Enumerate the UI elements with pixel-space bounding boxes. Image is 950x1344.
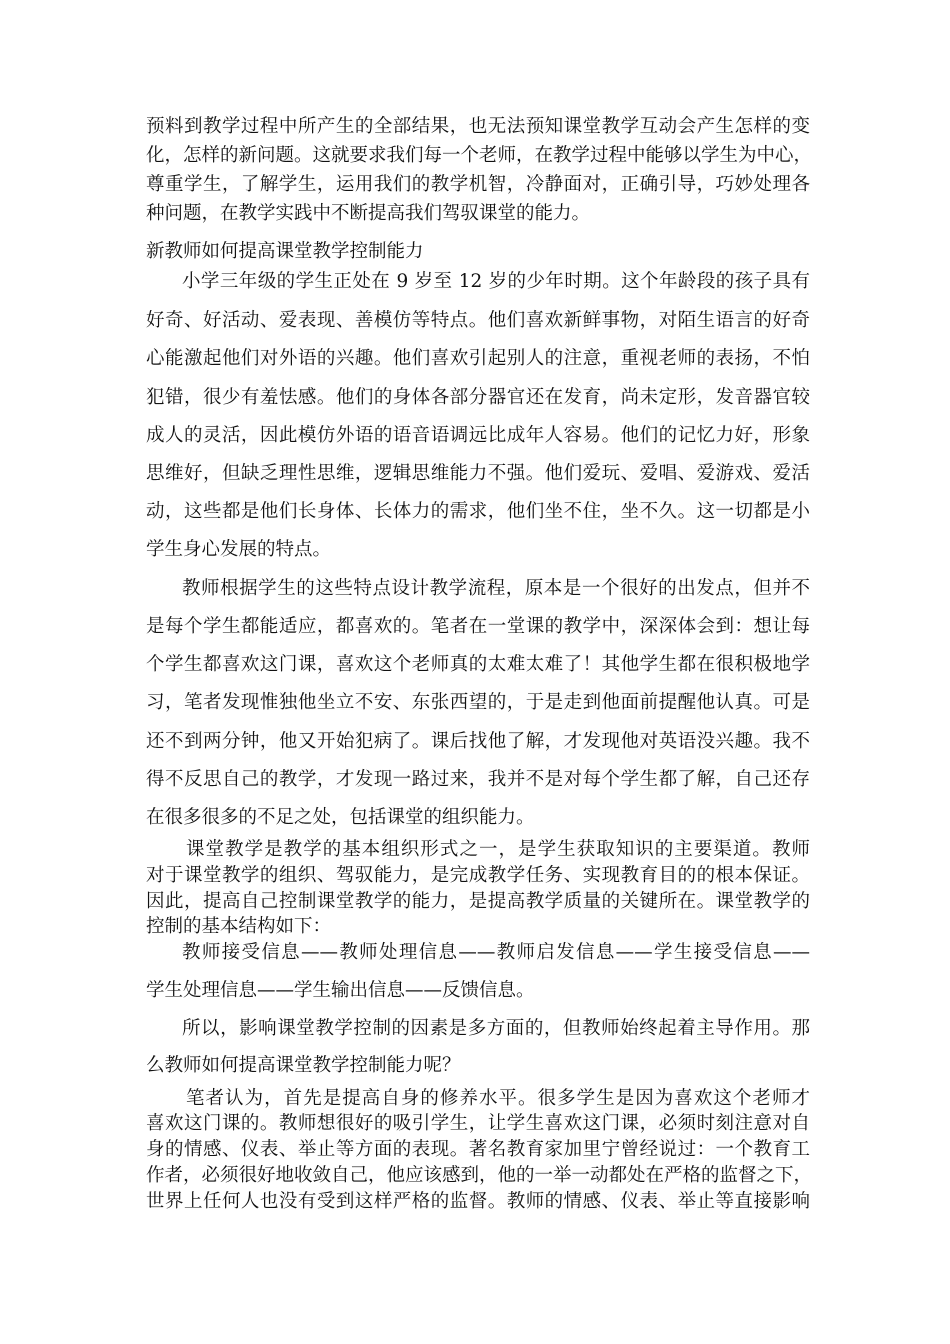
paragraph-2-line-6: 思维好，但缺乏理性思维，逻辑思维能力不强。他们爱玩、爱唱、爱游戏、爱活 [146, 463, 810, 484]
paragraph-3-line-3: 个学生都喜欢这门课，喜欢这个老师真的太难太难了！其他学生都在很积极地学 [146, 654, 810, 675]
paragraph-2-line-5: 成人的灵活，因此模仿外语的语音语调远比成年人容易。他们的记忆力好，形象 [146, 425, 810, 446]
paragraph-4-line-3: 因此，提高自己控制课堂教学的能力，是提高教学质量的关键所在。课堂教学的 [146, 891, 810, 912]
paragraph-2-line-3: 心能激起他们对外语的兴趣。他们喜欢引起别人的注意，重视老师的表扬，不怕 [146, 348, 810, 369]
paragraph-1-line-1: 预料到教学过程中所产生的全部结果，也无法预知课堂教学互动会产生怎样的变 [146, 116, 810, 137]
paragraph-4-line-2: 对于课堂教学的组织、驾驭能力，是完成教学任务、实现教育目的的根本保证。 [146, 865, 810, 886]
paragraph-6-line-2: 么教师如何提高课堂教学控制能力呢？ [146, 1055, 461, 1076]
paragraph-1-line-2: 化，怎样的新问题。这就要求我们每一个老师，在教学过程中能够以学生为中心， [146, 145, 813, 166]
paragraph-2-line-8: 学生身心发展的特点。 [146, 539, 332, 560]
paragraph-6-line-1: 所以，影响课堂教学控制的因素是多方面的，但教师始终起着主导作用。那 [182, 1018, 810, 1039]
paragraph-2-line-1: 小学三年级的学生正处在 9 岁至 12 岁的少年时期。这个年龄段的孩子具有 [182, 271, 810, 292]
paragraph-7-line-4: 作者，必须很好地收敛自己，他应该感到，他的一举一动都处在严格的监督之下， [146, 1165, 813, 1186]
paragraph-5-line-2: 学生处理信息——学生输出信息——反馈信息。 [146, 980, 535, 1001]
paragraph-7-line-2: 喜欢这门课的。教师想很好的吸引学生，让学生喜欢这门课，必须时刻注意对自 [146, 1113, 810, 1134]
paragraph-3-line-4: 习，笔者发现惟独他坐立不安、东张西望的，于是走到他面前提醒他认真。可是 [146, 692, 810, 713]
paragraph-3-line-7: 在很多很多的不足之处，包括课堂的组织能力。 [146, 807, 535, 828]
paragraph-4-line-1: 课堂教学是教学的基本组织形式之一，是学生获取知识的主要渠道。教师 [186, 839, 810, 860]
section-heading: 新教师如何提高课堂教学控制能力 [146, 241, 424, 262]
paragraph-7-line-1: 笔者认为，首先是提高自身的修养水平。很多学生是因为喜欢这个老师才 [186, 1088, 810, 1109]
paragraph-1-line-3: 尊重学生，了解学生，运用我们的教学机智，冷静面对，正确引导，巧妙处理各 [146, 174, 810, 195]
paragraph-7-line-5: 世界上任何人也没有受到这样严格的监督。教师的情感、仪表、举止等直接影响 [146, 1191, 810, 1212]
paragraph-7-line-3: 身的情感、仪表、举止等方面的表现。著名教育家加里宁曾经说过：一个教育工 [146, 1139, 810, 1160]
paragraph-5-line-1: 教师接受信息——教师处理信息——教师启发信息——学生接受信息—— [182, 942, 810, 963]
paragraph-1-line-4: 种问题，在教学实践中不断提高我们驾驭课堂的能力。 [146, 203, 591, 224]
paragraph-3-line-1: 教师根据学生的这些特点设计教学流程，原本是一个很好的出发点，但并不 [182, 578, 810, 599]
paragraph-2-line-7: 动，这些都是他们长身体、长体力的需求，他们坐不住，坐不久。这一切都是小 [146, 501, 810, 522]
paragraph-2-line-4: 犯错，很少有羞怯感。他们的身体各部分器官还在发育，尚未定形，发音器官较 [146, 387, 810, 408]
paragraph-3-line-5: 还不到两分钟，他又开始犯病了。课后找他了解，才发现他对英语没兴趣。我不 [146, 731, 810, 752]
paragraph-2-line-2: 好奇、好活动、爱表现、善模仿等特点。他们喜欢新鲜事物，对陌生语言的好奇 [146, 310, 810, 331]
paragraph-3-line-6: 得不反思自己的教学，才发现一路过来，我并不是对每个学生都了解，自己还存 [146, 769, 810, 790]
paragraph-3-line-2: 是每个学生都能适应，都喜欢的。笔者在一堂课的教学中，深深体会到：想让每 [146, 616, 810, 637]
paragraph-4-line-4: 控制的基本结构如下： [146, 916, 332, 937]
